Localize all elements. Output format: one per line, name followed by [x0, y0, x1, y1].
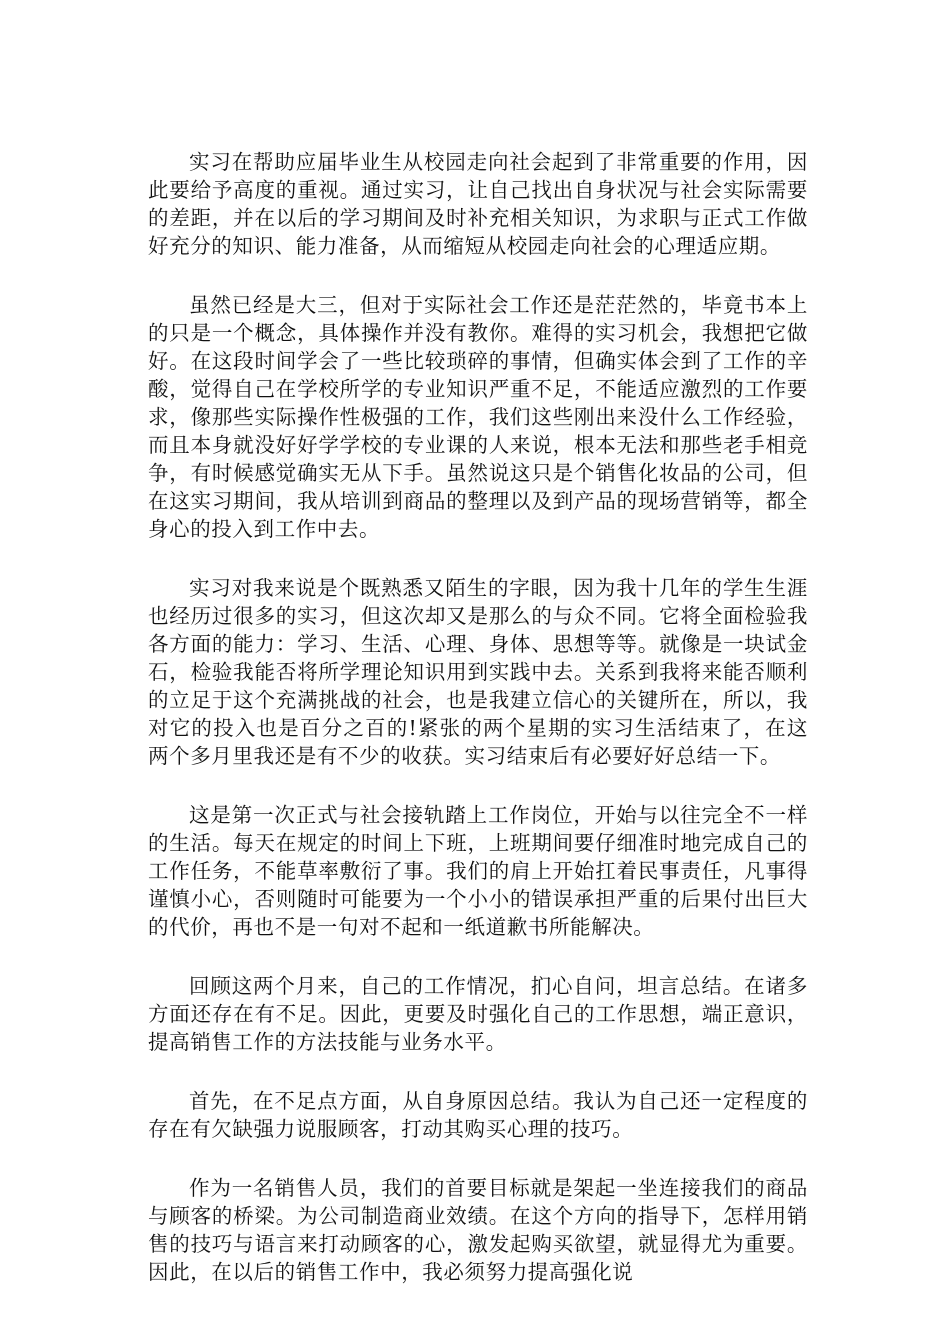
paragraph: 作为一名销售人员，我们的首要目标就是架起一坐连接我们的商品与顾客的桥梁。为公司制造商业效绩。在这个方向的指导下，怎样用销售的技巧与语言来打动顾客的心，激发起购买欲望，就显得尤为重要。因此，在以后的销售工作中，我必须努力提高强化说: [148, 1176, 808, 1284]
paragraph: 实习在帮助应届毕业生从校园走向社会起到了非常重要的作用，因此要给予高度的重视。通过实习，让自己找出自身状况与社会实际需要的差距，并在以后的学习期间及时补充相关知识，为求职与正式工作做好充分的知识、能力准备，从而缩短从校园走向社会的心理适应期。: [148, 150, 808, 258]
paragraph: 实习对我来说是个既熟悉又陌生的字眼，因为我十几年的学生生涯也经历过很多的实习，但这次却又是那么的与众不同。它将全面检验我各方面的能力：学习、生活、心理、身体、思想等等。就像是一块试金石，检验我能否将所学理论知识用到实践中去。关系到我将来能否顺利的立足于这个充满挑战的社会，也是我建立信心的关键所在，所以，我对它的投入也是百分之百的!紧张的两个星期的实习生活结束了，在这两个多月里我还是有不少的收获。实习结束后有必要好好总结一下。: [148, 576, 808, 768]
paragraph: 这是第一次正式与社会接轨踏上工作岗位，开始与以往完全不一样的生活。每天在规定的时间上下班，上班期间要仔细准时地完成自己的工作任务，不能草率敷衍了事。我们的肩上开始扛着民事责任，凡事得谨慎小心，否则随时可能要为一个小小的错误承担严重的后果付出巨大的代价，再也不是一句对不起和一纸道歉书所能解决。: [148, 803, 808, 939]
document-body: [148, 148, 808, 1317]
paragraph: 首先，在不足点方面，从自身原因总结。我认为自己还一定程度的存在有欠缺强力说服顾客，打动其购买心理的技巧。: [148, 1089, 808, 1141]
paragraph: 回顾这两个月来，自己的工作情况，扪心自问，坦言总结。在诸多方面还存在有不足。因此，更要及时强化自己的工作思想，端正意识，提高销售工作的方法技能与业务水平。: [148, 974, 808, 1054]
paragraph: 虽然已经是大三，但对于实际社会工作还是茫茫然的，毕竟书本上的只是一个概念，具体操作并没有教你。难得的实习机会，我想把它做好。在这段时间学会了一些比较琐碎的事情，但确实体会到了工作的辛酸，觉得自己在学校所学的专业知识严重不足，不能适应激烈的工作要求，像那些实际操作性极强的工作，我们这些刚出来没什么工作经验，而且本身就没好好学学校的专业课的人来说，根本无法和那些老手相竞争，有时候感觉确实无从下手。虽然说这只是个销售化妆品的公司，但在这实习期间，我从培训到商品的整理以及到产品的现场营销等，都全身心的投入到工作中去。: [148, 293, 808, 541]
